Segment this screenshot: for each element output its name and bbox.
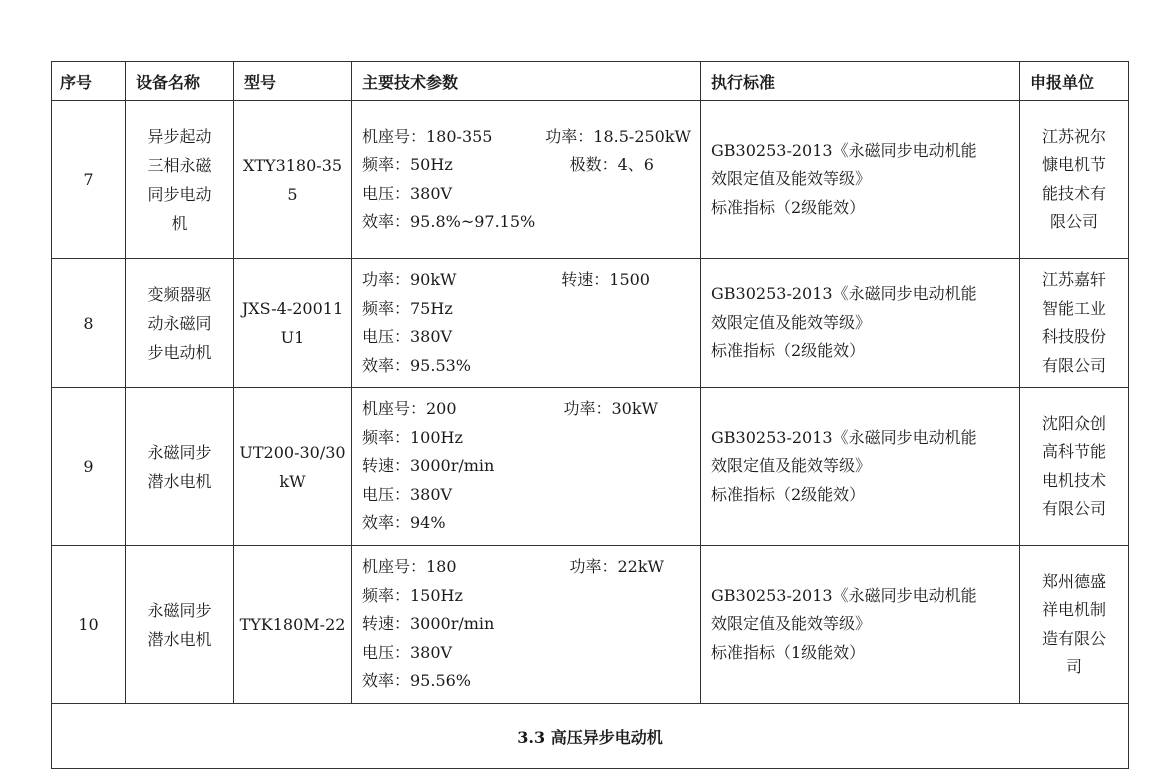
table-row — [52, 546, 1129, 704]
header-name: 设备名称 — [126, 62, 234, 101]
param-line: 功率：90kW 转速：1500 — [362, 270, 650, 289]
row-applicant: 郑州德盛祥电机制造有限公司 — [1020, 546, 1129, 704]
param-line: 电压：380V — [362, 642, 453, 662]
param-line: 效率：95.56% — [362, 671, 472, 691]
row-standard: GB30253-2013《永磁同步电动机能 效限定值及能效等级》 标准指标（1级能效） — [701, 546, 1020, 704]
row-applicant: 沈阳众创高科节能电机技术有限公司 — [1020, 388, 1129, 546]
row-seq: 9 — [52, 388, 126, 546]
param-line: 机座号：200 功率：30kW — [362, 399, 658, 419]
section-row — [52, 704, 1129, 769]
row-seq: 8 — [52, 259, 126, 388]
header-params: 主要技术参数 — [352, 62, 701, 101]
table-header-row — [52, 62, 1129, 101]
section-title: 3.3 高压异步电动机 — [52, 704, 1129, 769]
row-equipment-name: 变频器驱动永磁同步电动机 — [126, 259, 234, 388]
param-line: 频率：100Hz — [362, 427, 463, 447]
header-model: 型号 — [234, 62, 352, 101]
param-line: 机座号：180 功率：22kW — [362, 557, 664, 577]
row-params — [352, 546, 701, 704]
row-applicant: 江苏祝尔慷电机节能技术有限公司 — [1020, 101, 1129, 259]
row-seq: 10 — [52, 546, 126, 704]
param-line: 效率：94% — [362, 513, 446, 533]
row-seq: 7 — [52, 101, 126, 259]
row-params — [352, 388, 701, 546]
row-standard: GB30253-2013《永磁同步电动机能 效限定值及能效等级》 标准指标（2级能效） — [701, 388, 1020, 546]
row-model: XTY3180-355 — [234, 101, 352, 259]
row-standard: GB30253-2013《永磁同步电动机能 效限定值及能效等级》 标准指标（2级能效） — [701, 101, 1020, 259]
param-line: 频率：75Hz — [362, 298, 453, 318]
param-line: 效率：95.53% — [362, 355, 472, 375]
row-model: UT200-30/30kW — [234, 388, 352, 546]
param-line: 效率：95.8%~97.15% — [362, 212, 536, 231]
row-equipment-name: 永磁同步潜水电机 — [126, 388, 234, 546]
table-row — [52, 259, 1129, 388]
row-model: JXS-4-20011U1 — [234, 259, 352, 388]
row-equipment-name: 异步起动三相永磁同步电动机 — [126, 101, 234, 259]
row-equipment-name: 永磁同步潜水电机 — [126, 546, 234, 704]
row-params — [352, 101, 701, 259]
header-standard: 执行标准 — [701, 62, 1020, 101]
row-standard: GB30253-2013《永磁同步电动机能 效限定值及能效等级》 标准指标（2级能效） — [701, 259, 1020, 388]
param-line: 电压：380V — [362, 183, 453, 203]
param-line: 电压：380V — [362, 327, 453, 346]
header-seq: 序号 — [52, 62, 126, 101]
row-model: TYK180M-22 — [234, 546, 352, 704]
param-line: 转速：3000r/min — [362, 614, 495, 634]
equipment-table — [51, 61, 1129, 769]
row-applicant: 江苏嘉轩智能工业科技股份有限公司 — [1020, 259, 1129, 388]
table-row — [52, 101, 1129, 259]
param-line: 频率：150Hz — [362, 585, 463, 605]
table-row — [52, 388, 1129, 546]
param-line: 机座号：180-355 功率：18.5-250kW — [362, 126, 691, 146]
header-applicant: 申报单位 — [1020, 62, 1129, 101]
row-params — [352, 259, 701, 388]
param-line: 频率：50Hz 极数：4、6 — [362, 155, 654, 174]
param-line: 转速：3000r/min — [362, 456, 495, 476]
param-line: 电压：380V — [362, 484, 453, 504]
